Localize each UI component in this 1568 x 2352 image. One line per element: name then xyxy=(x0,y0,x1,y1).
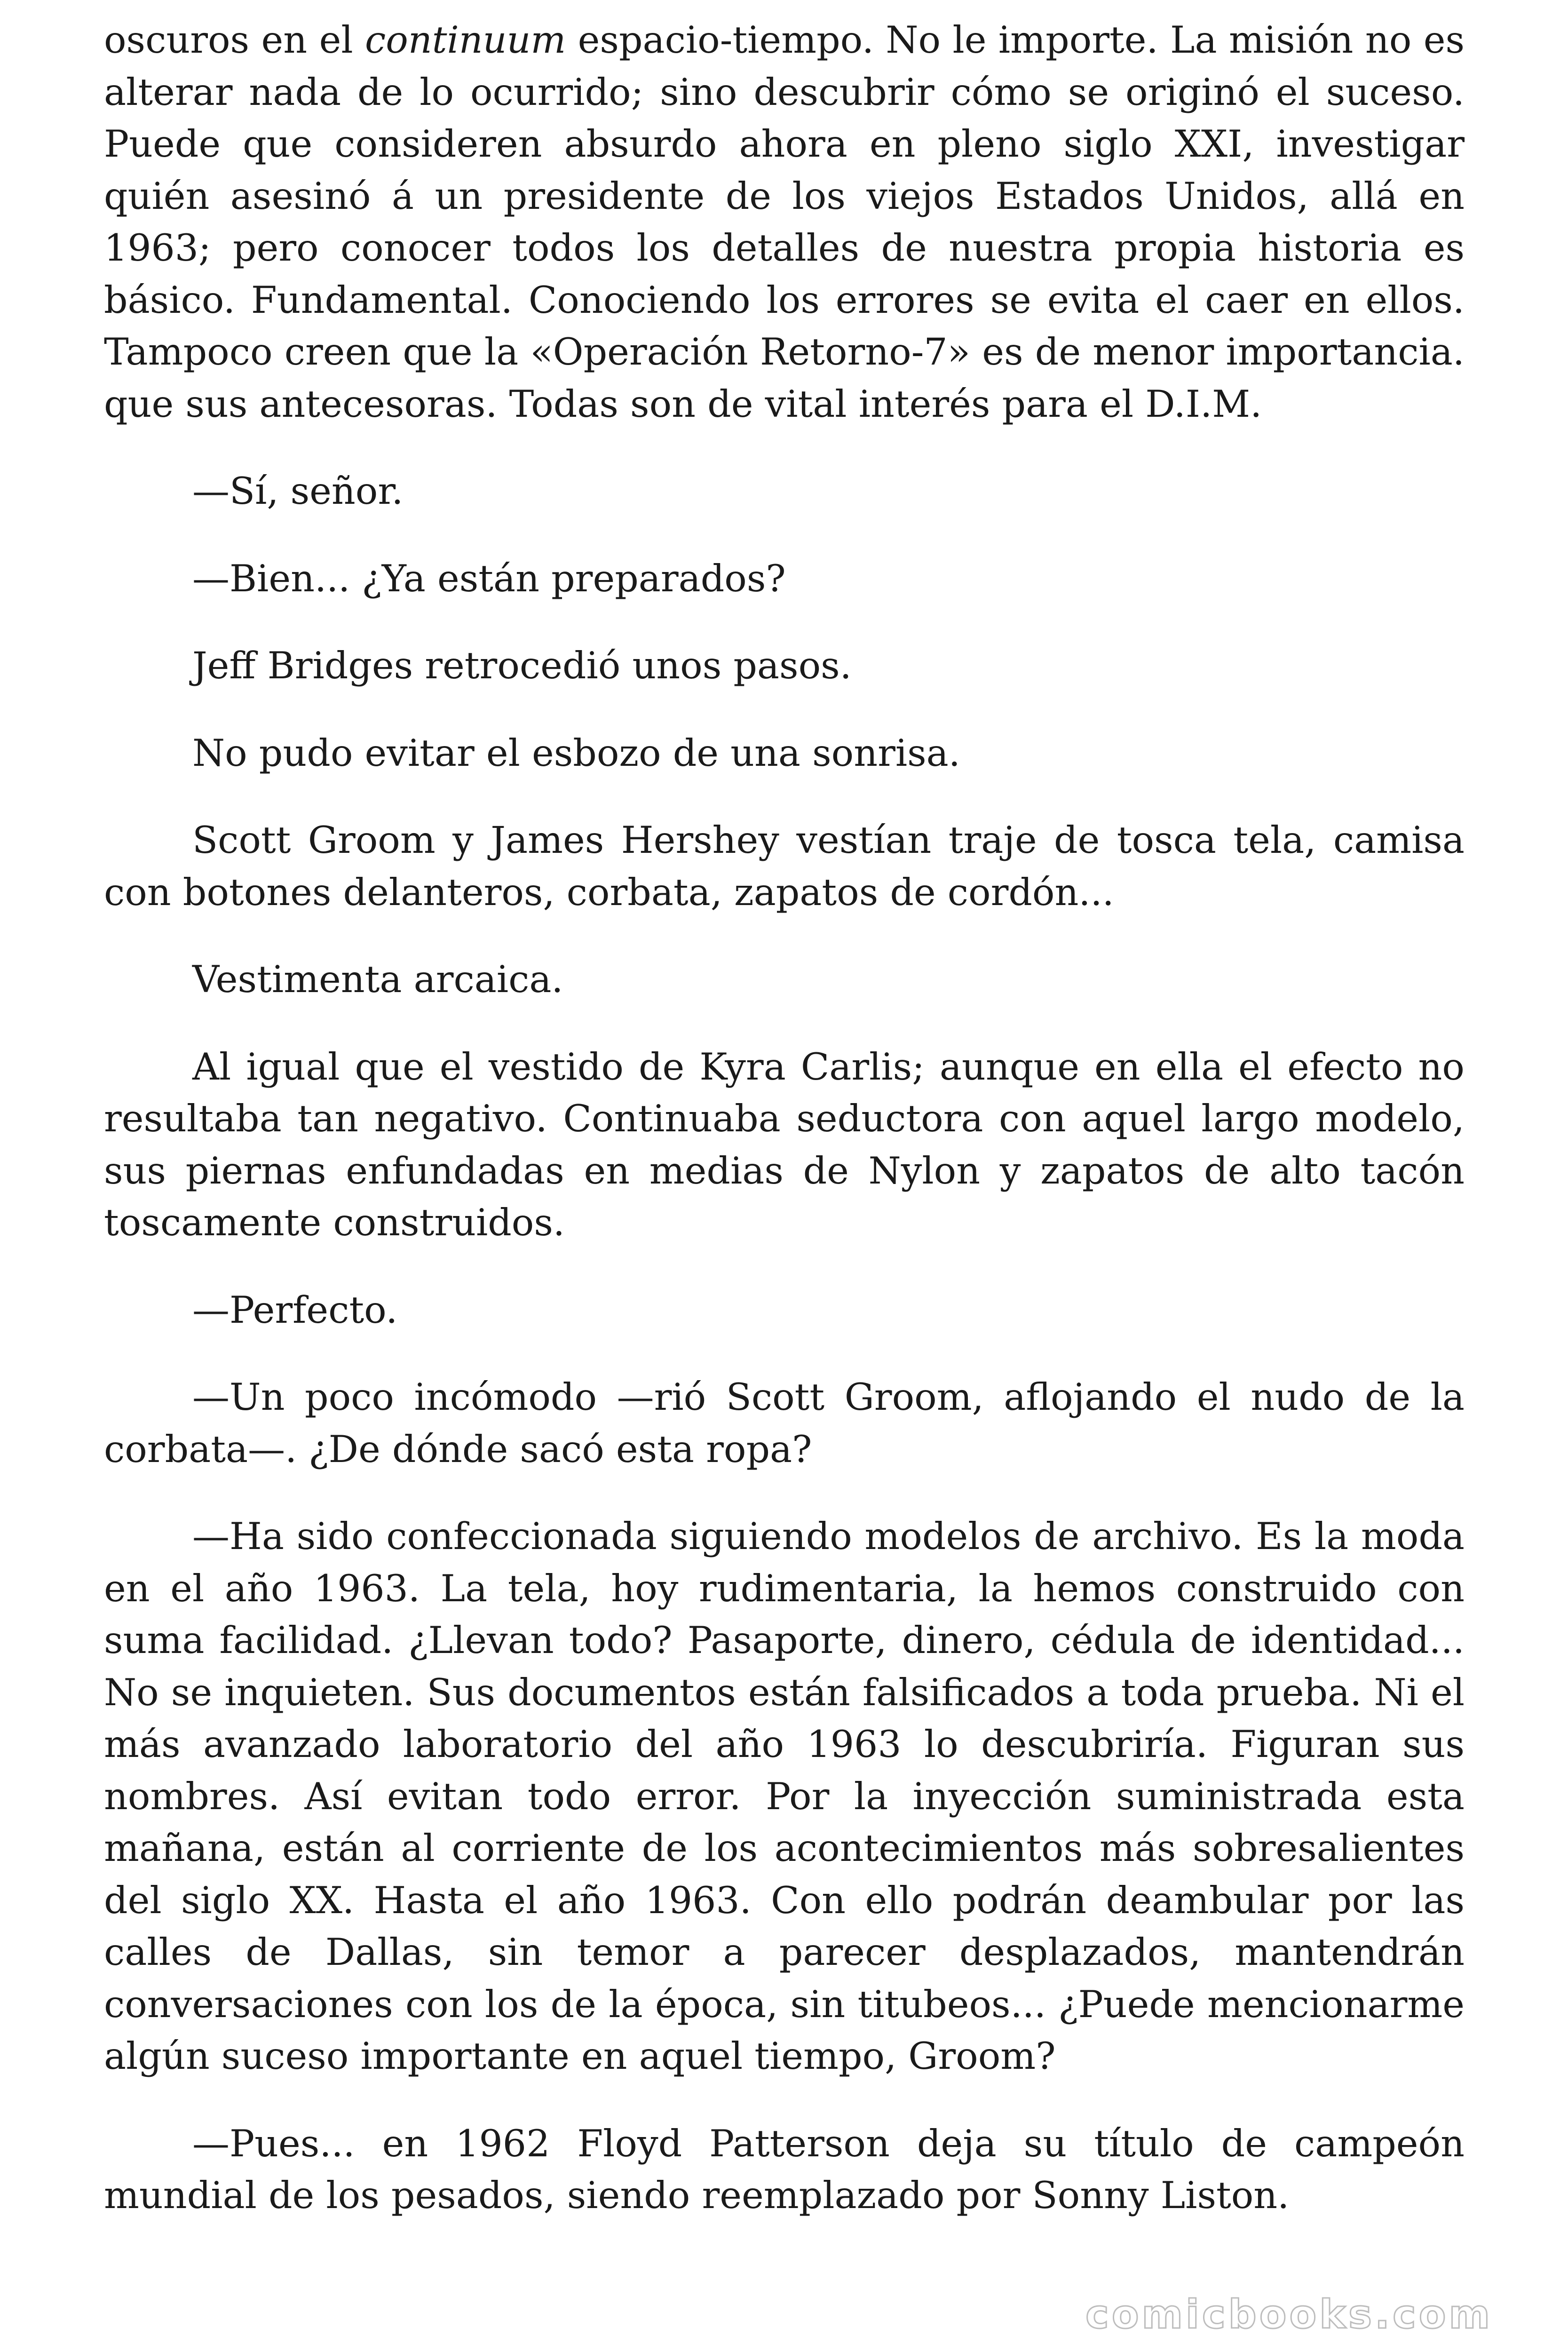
paragraph-text-italic: continuum xyxy=(365,18,566,62)
paragraph-text: —Un poco incómodo —rió Scott Groom, aflojando el nudo de la corbata—. ¿De dónde sacó esta ropa? xyxy=(104,1375,1465,1471)
paragraph-text: —Sí, señor. xyxy=(192,469,404,513)
paragraph xyxy=(104,14,1465,430)
paragraph-text: Scott Groom y James Hershey vestían traje de tosca tela, camisa con botones delanteros, corbata, zapatos de cordón... xyxy=(104,818,1465,914)
paragraph-text: —Perfecto. xyxy=(192,1288,398,1332)
paragraph-text: Jeff Bridges retrocedió unos pasos. xyxy=(192,644,852,687)
paragraph-text: Vestimenta arcaica. xyxy=(192,958,563,1001)
dialogue-paragraph xyxy=(104,1510,1465,2082)
paragraph-text: espacio-tiempo. No le importe. La misión no es alterar nada de lo ocurrido; sino descubrir cómo se originó el suceso. Puede que consideren absurdo ahora en pleno siglo XXI, investigar quién asesinó á un presidente de los viejos Estados Unidos, allá en 1963; pero conocer todos los detalles de nuestra propia historia es básico. Fundamental. Conociendo los errores se evita el caer en ellos. Tampoco creen que la «Operación Retorno-7» es de menor importancia. que sus antecesoras. Todas son de vital interés para el D.I.M. xyxy=(104,18,1465,426)
paragraph-text: —Ha sido confeccionada siguiendo modelos de archivo. Es la moda en el año 1963. La tela, hoy rudimentaria, la hemos construido con suma facilidad. ¿Llevan todo? Pasaporte, dinero, cédula de identidad... No se inquieten. Sus documentos están falsificados a toda prueba. Ni el más avanzado laboratorio del año 1963 lo descubriría. Figuran sus nombres. Así evitan todo error. Por la inyección suministrada esta mañana, están al corriente de los acontecimientos más sobresalientes del siglo XX. Hasta el año 1963. Con ello podrán deambular por las calles de Dallas, sin temor a parecer desplazados, mantendrán conversaciones con los de la época, sin titubeos... ¿Puede mencionarme algún suceso importante en aquel tiempo, Groom? xyxy=(104,1515,1465,2078)
watermark: comicbooks.com xyxy=(1085,2291,1493,2337)
paragraph-text: —Bien... ¿Ya están preparados? xyxy=(192,556,786,600)
paragraph xyxy=(104,1041,1465,1249)
dialogue-paragraph xyxy=(104,1371,1465,1475)
paragraph xyxy=(104,640,1465,692)
paragraph-text: No pudo evitar el esbozo de una sonrisa. xyxy=(192,731,960,775)
dialogue-paragraph xyxy=(104,1284,1465,1336)
paragraph xyxy=(104,727,1465,779)
paragraph-text: oscuros en el xyxy=(104,18,365,62)
dialogue-paragraph xyxy=(104,553,1465,605)
dialogue-paragraph xyxy=(104,465,1465,517)
paragraph-text: —Pues... en 1962 Floyd Patterson deja su título de campeón mundial de los pesados, siendo reemplazado por Sonny Liston. xyxy=(104,2122,1465,2217)
paragraph xyxy=(104,814,1465,918)
dialogue-paragraph xyxy=(104,2118,1465,2222)
paragraph xyxy=(104,954,1465,1006)
paragraph-text: Al igual que el vestido de Kyra Carlis; aunque en ella el efecto no resultaba tan negativo. Continuaba seductora con aquel largo modelo, sus piernas enfundadas en medias de Nylon y zapatos de alto tacón toscamente construidos. xyxy=(104,1045,1465,1244)
book-page xyxy=(104,14,1465,2257)
